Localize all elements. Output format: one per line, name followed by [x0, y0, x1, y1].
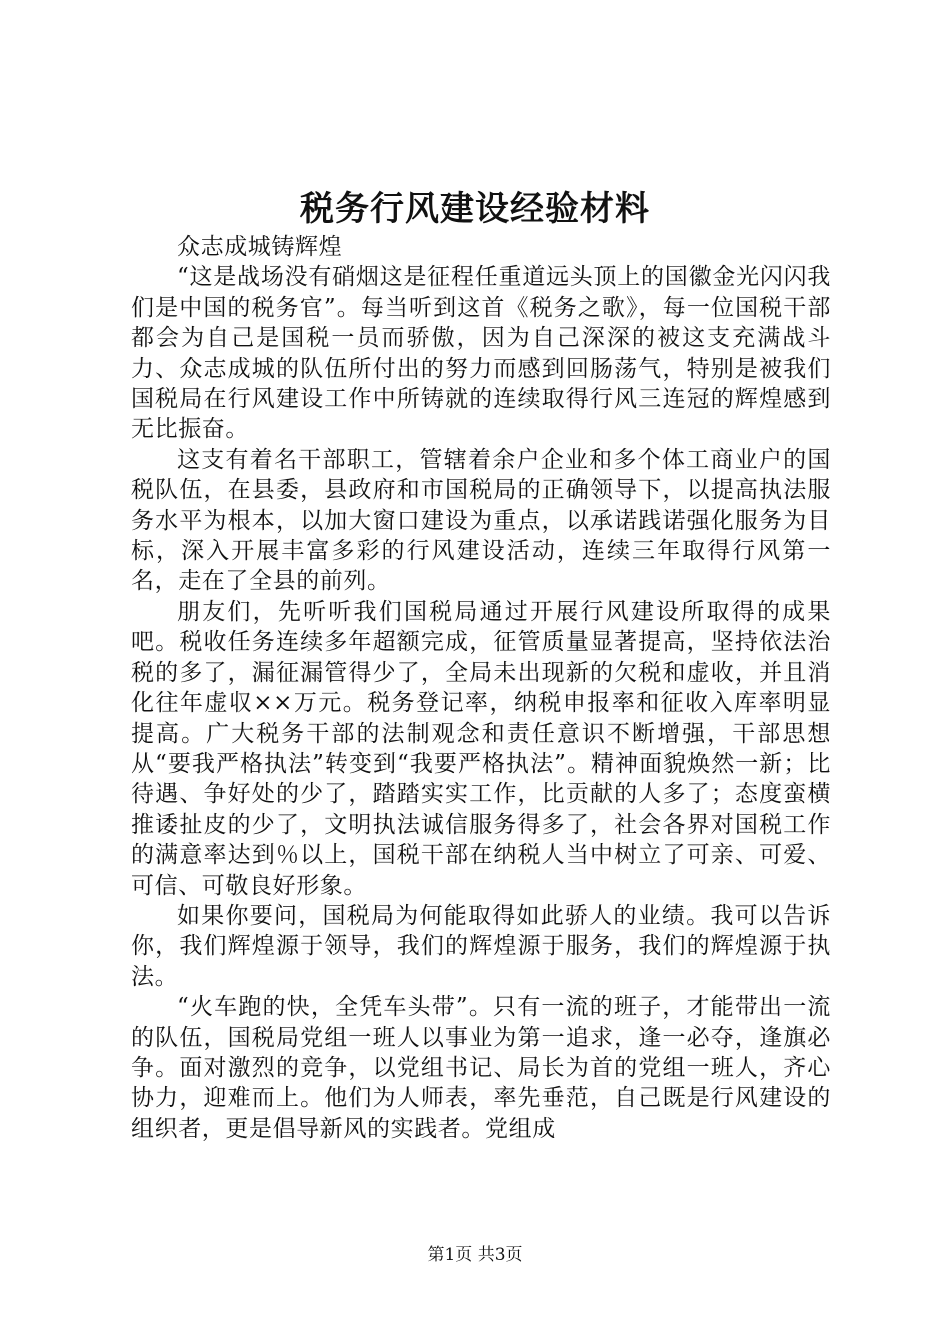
document-title: 税务行风建设经验材料	[300, 189, 650, 229]
body-paragraph: 如果你要问，国税局为何能取得如此骄人的业绩。我可以告诉你，我们辉煌源于领导，我们的辉煌源于服务，我们的辉煌源于执法。	[131, 902, 831, 990]
body-paragraph: 这支有着名干部职工，管辖着余户企业和多个体工商业户的国税队伍，在县委，县政府和市国税局的正确领导下，以提高执法服务水平为根本，以加大窗口建设为重点，以承诺践诺强化服务为目标，深入开展丰富多彩的行风建设活动，连续三年取得行风第一名，走在了全县的前列。	[131, 446, 831, 595]
body-paragraph: “这是战场没有硝烟这是征程任重道远头顶上的国徽金光闪闪我们是中国的税务官”。每当听到这首《税务之歌》，每一位国税干部都会为自己是国税一员而骄傲，因为自己深深的被这支充满战斗力、众志成城的队伍所付出的努力而感到回肠荡气，特别是被我们国税局在行风建设工作中所铸就的连续取得行风三连冠的辉煌感到无比振奋。	[131, 264, 831, 443]
document-body	[131, 232, 831, 1144]
body-paragraph: 朋友们，先听听我们国税局通过开展行风建设所取得的成果吧。税收任务连续多年超额完成，征管质量显著提高，坚持依法治税的多了，漏征漏管得少了，全局未出现新的欠税和虚收，并且消化往年虚収××万元。税务登记率，纳税申报率和征收入库率明显提高。广大税务干部的法制观念和责任意识不断增强，干部思想从“要我严格执法”转变到“我要严格执法”。精神面貌焕然一新；比待遇、争好处的少了，踏踏实实工作，比贡献的人多了；态度蛮横推诿扯皮的少了，文明执法诚信服务得多了，社会各界对国税工作的满意率达到％以上，国税干部在纳税人当中树立了可亲、可爱、可信、可敬良好形象。	[131, 598, 831, 899]
page-footer: 第1页 共3页	[427, 1245, 523, 1265]
body-paragraph: “火车跑的快，全凭车头带”。只有一流的班子，才能带出一流的队伍，国税局党组一班人以事业为第一追求，逢一必夺，逢旗必争。面对激烈的竞争，以党组书记、局长为首的党组一班人，齐心协力，迎难而上。他们为人师表，率先垂范，自己既是行风建设的组织者，更是倡导新风的实践者。党组成	[131, 994, 831, 1142]
subtitle-paragraph: 众志成城铸辉煌	[177, 234, 343, 260]
